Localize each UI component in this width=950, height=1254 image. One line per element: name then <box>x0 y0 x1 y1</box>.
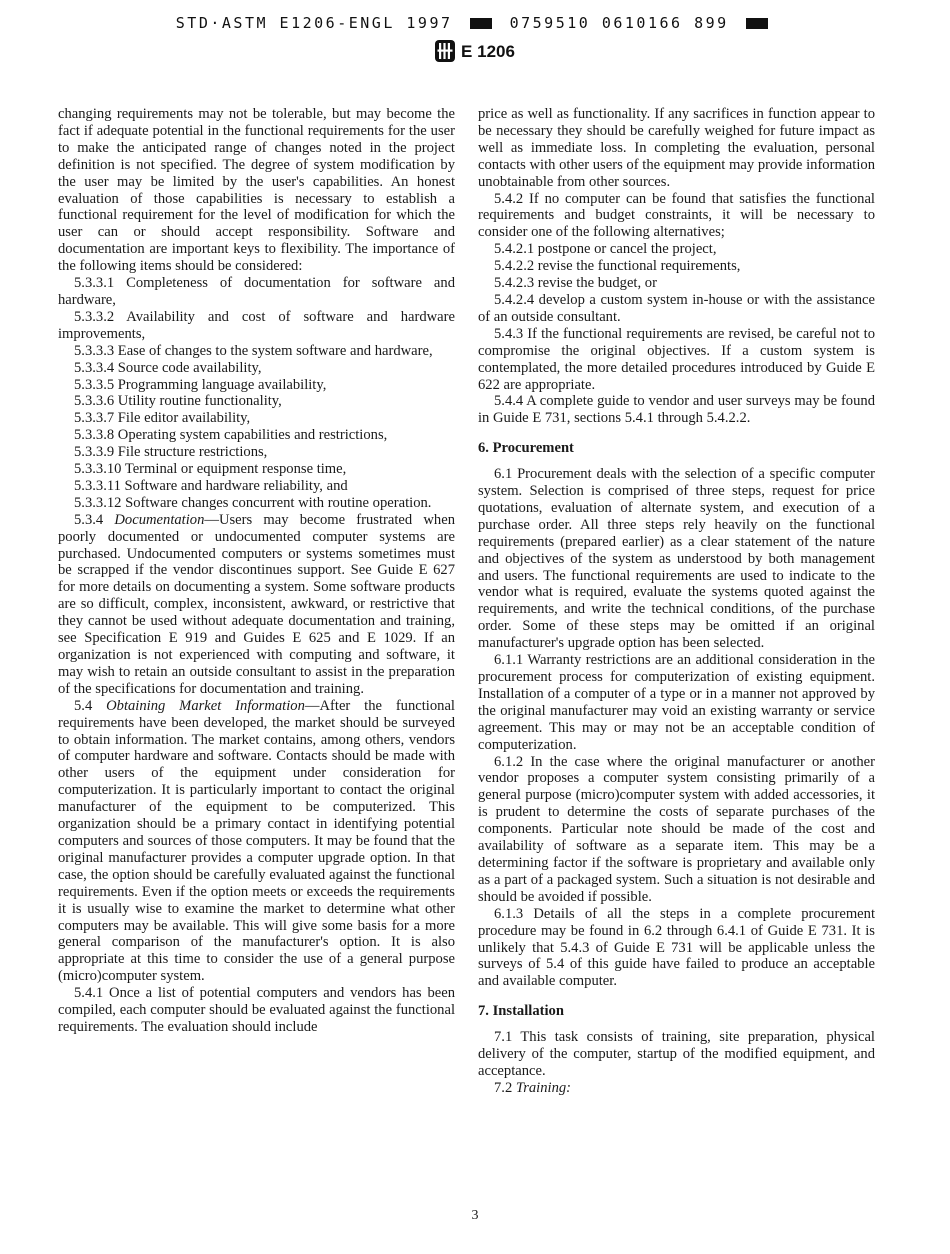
paragraph: 6.1.1 Warranty restrictions are an additional consideration in the procurement process for computerization of existing equipment. Installation of a computer of a type or in a manner not approved by the original manufacturer may void an existing warranty or service agreement. This may or may not be an acceptable condition of computerization. <box>478 652 875 753</box>
list-item: 5.3.3.10 Terminal or equipment response time, <box>74 461 347 478</box>
list-item: 5.4.2.3 revise the budget, or <box>494 275 657 292</box>
list-item: 5.3.3.5 Programming language availability, <box>74 376 327 393</box>
list-item: 5.3.3.9 File structure restrictions, <box>74 444 268 461</box>
paragraph: 6.1 Procurement deals with the selection of a specific computer system. Selection is comprised of three steps, request for price quotations, evaluation of alternate system, and execution of a purchase order. All three steps rely heavily on the functional requirements (prepared earlier) as a clear statement of the nature and objectives of the system as understood by both management and users. The functional requirements are used to indicate to the vendor what is required, evaluate the systems quoted against the requirements, and write the technical conditions, of the purchase order. Some of these steps may be omitted if an original manufacturer's upgrade option has been selected. <box>478 466 875 652</box>
paragraph: 6.1.2 In the case where the original manufacturer or another vendor proposes a computer system consisting primarily of a general purpose (micro)computer system with added accessories, it is prudent to determine the costs of separate purchases of the components. Particular note should be made of the cost and availability of software as a separate item. This may be a determining factor if the software is proprietary and available only as a part of a packaged system. Such a situation is not desirable and should be avoided if possible. <box>478 753 875 905</box>
list-item: 5.4.2.1 postpone or cancel the project, <box>494 241 717 258</box>
control-number: 0759510 0610166 899 <box>509 14 729 32</box>
list-item: 5.3.3.7 File editor availability, <box>74 410 251 427</box>
list-item: 5.3.3.1 Completeness of documentation for software and hardware, <box>58 275 455 308</box>
page-header <box>0 40 950 62</box>
section-training <box>478 1080 875 1097</box>
list-item: 5.3.3.3 Ease of changes to the system software and hardware, <box>74 342 433 359</box>
paragraph: 6.1.3 Details of all the steps in a complete procurement procedure may be found in 6.2 through 6.4.1 of Guide E 731. It is unlikely that 5.4.3 of Guide E 731 will be applicable unless the surveys of 5.4 of this guide have failed to produce an acceptable and available computer. <box>478 905 875 990</box>
list-item: 5.3.3.12 Software changes concurrent with routine operation. <box>74 494 432 511</box>
paragraph: 5.4.3 If the functional requirements are revised, be careful not to compromise the original objectives. If a custom system is contemplated, the more detailed procedures introduced by Guide E 622 are appropriate. <box>478 325 875 393</box>
section-title: Training: <box>515 1079 572 1096</box>
section-title: Documentation <box>114 511 205 528</box>
list-item: 5.3.3.6 Utility routine functionality, <box>74 393 282 410</box>
section-number: 5.4 <box>74 697 107 714</box>
astm-logo-icon <box>435 40 455 62</box>
paragraph: price as well as functionality. If any sacrifices in function appear to be necessary they should be carefully weighed for future impact as well as immediate loss. In completing the evaluation, personal contacts with other users of the equipment may provide information unobtainable from other sources. <box>478 106 875 190</box>
list-item: 5.3.3.8 Operating system capabilities and restrictions, <box>74 427 388 444</box>
document-control-line <box>0 14 950 32</box>
left-column <box>58 106 455 1036</box>
section-title: Obtaining Market Information <box>106 697 305 714</box>
section-body: —Users may become frustrated when poorly documented or undocumented computer systems are purchased. Undocumented computers or systems sometimes must be scrapped if the vendor discontinues support. See Guide E 627 for more details on documenting a system. Some software products are so difficult, complex, inconsistent, awkward, or restrictive that they cannot be used without adequate documentation and training, see Specification E 919 and Guides E 625 and E 1029. If an organization is not experienced with computing and software, it may wish to retain an outside consultant to assist in the preparation of the specifications for documentation and training. <box>58 511 456 697</box>
black-block-mark-end <box>746 18 768 29</box>
section-heading-installation: 7. Installation <box>478 1003 564 1020</box>
list-item: 5.4.2.2 revise the functional requirements, <box>494 258 741 275</box>
paragraph: changing requirements may not be tolerable, but may become the fact if adequate potential in the functional requirements for the user to make the anticipated range of changes noted in the project definition is not specified. The degree of system modification by the user may be limited by the user's capabilities. An honest evaluation of those capabilities is necessary to establish a functional requirement for the level of modification for which the user can or should accept responsibility. Software and documentation are important keys to flexibility. The importance of the following items should be considered: <box>58 106 455 275</box>
section-body: —After the functional requirements have been developed, the market should be surveyed to obtain information. The market contains, among others, vendors of computer hardware and software. Contacts should be made with other users of the equipment under consideration for computerization. It is particularly important to contact the original manufacturer of the equipment to be computerized. This organization should be a primary contact in identifying potential computers and sources of those computers. It may be found that the original manufacturer provides a computer upgrade option. In that case, the option should be carefully evaluated against the functional requirements. Even if the option meets or exceeds the requirements it is usually wise to examine the market to determine what other computers may be available. This will give some basis for a more general comparison of the manufacturer's option. It is also appropriate at this time to consider the use of a general purpose (micro)computer system. <box>58 697 455 985</box>
paragraph: 5.4.1 Once a list of potential computers and vendors has been compiled, each computer should be evaluated against the functional requirements. The evaluation should include <box>58 985 455 1035</box>
page-number: 3 <box>471 1208 479 1223</box>
section-documentation <box>58 512 455 698</box>
section-market-information <box>58 698 455 985</box>
black-block-mark <box>470 18 492 29</box>
standard-code: STD·ASTM E1206-ENGL 1997 <box>175 14 453 32</box>
list-item: 5.3.3.11 Software and hardware reliability, and <box>74 477 348 494</box>
right-column <box>478 106 875 1097</box>
section-number: 7.2 <box>494 1079 516 1096</box>
list-item: 5.3.3.4 Source code availability, <box>74 359 262 376</box>
paragraph: 5.4.2 If no computer can be found that satisfies the functional requirements and budget constraints, it will be necessary to consider one of the following alternatives; <box>478 190 875 241</box>
paragraph: 7.1 This task consists of training, site preparation, physical delivery of the computer, startup of the modified equipment, and acceptance. <box>478 1029 875 1079</box>
section-number: 5.3.4 <box>74 511 115 528</box>
section-heading-procurement: 6. Procurement <box>478 440 574 457</box>
standard-designation: E 1206 <box>461 42 515 61</box>
list-item: 5.3.3.2 Availability and cost of software and hardware improvements, <box>58 308 455 342</box>
list-item: 5.4.2.4 develop a custom system in-house or with the assistance of an outside consultant. <box>478 291 875 325</box>
paragraph: 5.4.4 A complete guide to vendor and user surveys may be found in Guide E 731, sections 5.4.1 through 5.4.2.2. <box>478 393 875 427</box>
